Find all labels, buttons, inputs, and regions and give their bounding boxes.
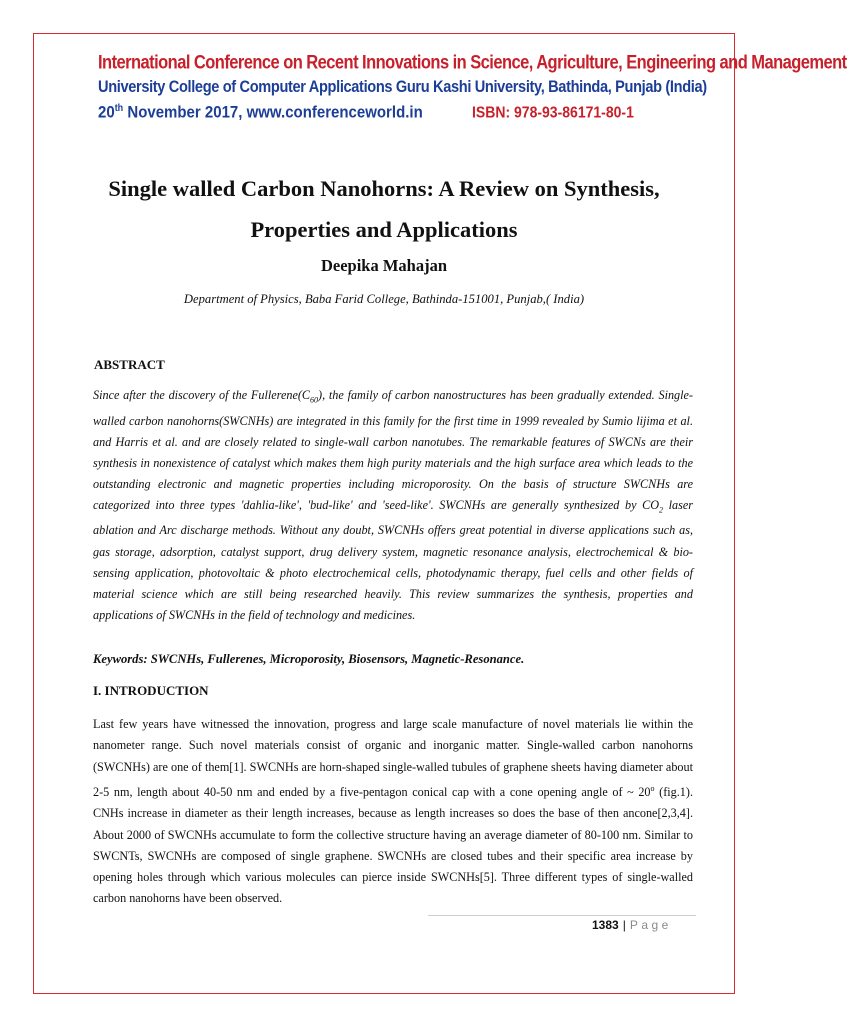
conference-date: 20th November 2017, www.conferenceworld.in [98,102,423,123]
introduction-body: Last few years have witnessed the innovation, progress and large scale manufacture of novel materials lie within the nanometer range. Such novel materials consist of organic and inorganic matter. Single-walled carbon nanohorns (SWCNHs) are one of them[1]. SWCNHs are horn-shaped single-walled tubules of graphene sheets having diameter about 2-5 nm, length about 40-50 nm and ended by a five-pentagon conical cap with a cone opening angle of ~ 20$^o$ (fig.1). CNHs increase in diameter as their length increases, because as length increases so does the base of then ancone[2,3,4]. About 2000 of SWCNHs accumulate to form the collective structure having an average diameter of 80-100 nm. Similar to SWCNTs, SWCNHs are composed of single graphene. SWCNHs are closed tubes and their specific area increase by opening holes through which various molecules can pierce inside SWCNHs[5]. Three different types of single-walled carbon nanohorns have been observed. [93,717,693,906]
author-name: Deepika Mahajan [320,256,448,275]
footer-separator: | [622,918,626,932]
page-footer [592,918,672,932]
introduction-heading: I. INTRODUCTION [93,683,209,698]
abstract-heading: ABSTRACT [94,357,165,372]
page-number: 1383 [592,918,619,932]
page-label: Page [629,918,672,932]
conference-header [98,52,847,123]
title-line-2: Properties and Applications [250,217,518,242]
author-affiliation: Department of Physics, Baba Farid College, Bathinda-151001, Punjab,( India) [183,292,585,306]
isbn: ISBN: 978-93-86171-80-1 [472,103,634,122]
date-line [98,102,678,122]
conference-title: International Conference on Recent Innovations in Science, Agriculture, Engineering and Management [98,52,847,74]
abstract-body: Since after the discovery of the $Fullerene(C_{60})$, the family of carbon nanostructures has been gradually extended. Single-walled carbon nanohorns(SWCNHs) are integrated in this family for the first time in 1999 revealed by Sumio lijima et al. and Harris et al. and are closely related to single-wall carbon nanotubes. The remarkable features of SWCNs are their synthesis in nonexistence of catalyst which makes them high purity materials and the high surface area which leads to the outstanding electronic and magnetic properties including microporosity. On the basis of structure SWCNHs are categorized into three types 'dahlia-like', 'bud-like' and 'seed-like'. SWCNHs are generally synthesized by $CO_2$ laser ablation and Arc discharge methods. Without any doubt, SWCNHs offers great potential in diverse applications such as, gas storage, adsorption, catalyst support, drug delivery system, magnetic resonance analysis, electrochemical & bio-sensing application, photovoltaic & photo electrochemical cells, photodynamic therapy, fuel cells and other fields of material science which are still being researched heavily. This review summarizes the synthesis, properties and applications of SWCNHs in the field of technology and medicines. [93,388,693,622]
paper-title [60,168,708,250]
title-line-1: Single walled Carbon Nanohorns: A Review on Synthesis, [108,176,660,201]
university-line: University College of Computer Applications Guru Kashi University, Bathinda, Punjab (India) [98,78,707,97]
keywords: Keywords: SWCNHs, Fullerenes, Microporosity, Biosensors, Magnetic-Resonance. [93,652,525,666]
footer-divider [428,915,696,916]
